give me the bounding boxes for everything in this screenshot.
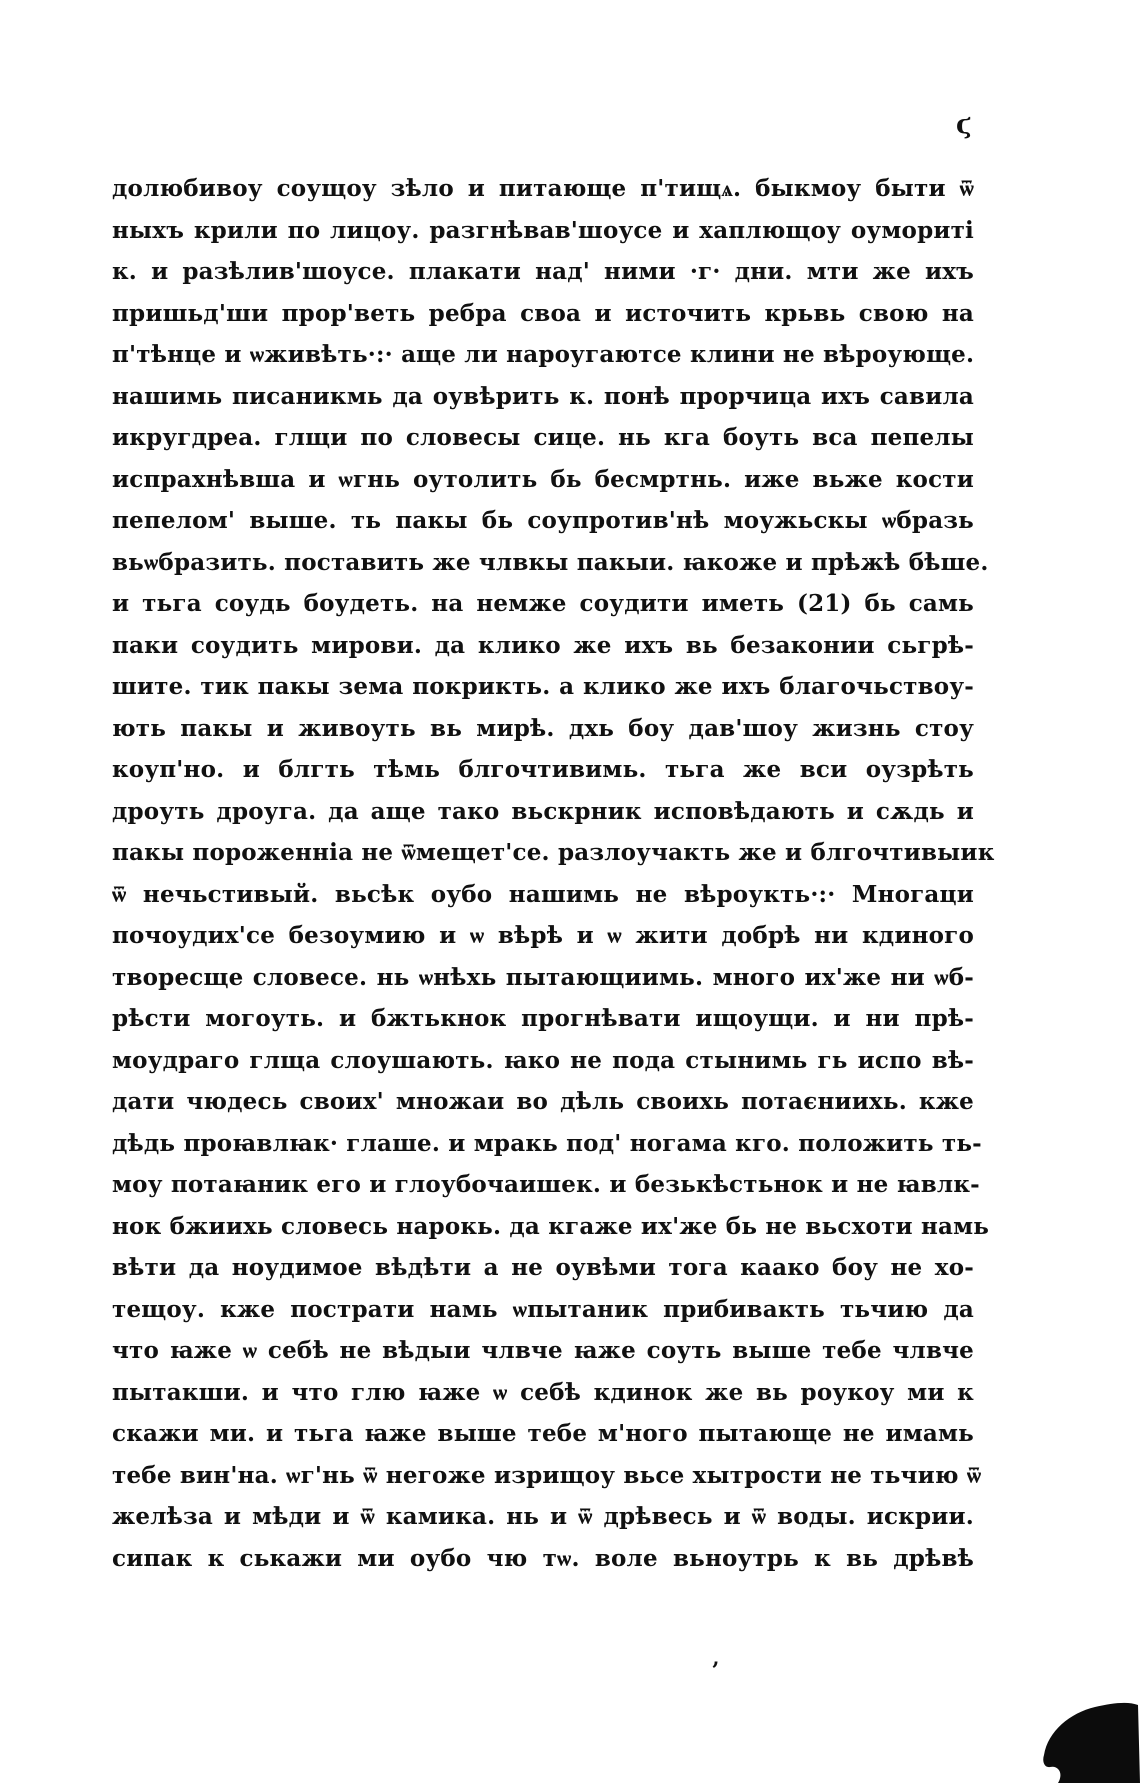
- text-line: вѣти да ноудимое вѣдѣти а не оувѣми тога каако боу не хо-: [112, 1254, 974, 1281]
- text-line: икругдреа. глщи по словесы сице. нь кга боуть вса пепелы: [112, 424, 974, 451]
- text-line: почоудих'се безоумию и ѡ вѣрѣ и ѡ жити добрѣ ни кдиного: [112, 922, 974, 949]
- text-line: ють пакы и живоуть вь мирѣ. дхь боу дав'шоу жизнь стоу: [112, 714, 974, 742]
- text-line: что ꙗже ѡ себѣ не вѣдыи члвче ꙗже соуть выше тебе члвче: [112, 1337, 974, 1364]
- text-line: творесще словесе. нь ѡнѣхь пытающиимь. много их'же ни ѡб-: [112, 963, 974, 991]
- text-line: шите. тик пакы зема покрикть. а клико же ихъ благочьствоу-: [112, 673, 974, 700]
- page-number: ϛ: [956, 110, 972, 140]
- text-line: желѣза и мѣди и ѿ камика. нь и ѿ дрѣвесь и ѿ воды. искрии.: [112, 1503, 974, 1530]
- text-line: моу потаꙗник его и глоубочаишек. и безькѣстьнок и не ꙗвлк-: [112, 1171, 980, 1198]
- text-line: пепелом' выше. ть пакы бь соупротив'нѣ моужьскы ѡбразь: [112, 507, 974, 534]
- text-line: сипак к ськажи ми оубо чю тѡ. воле вьноутрь к вь дрѣвѣ: [112, 1544, 974, 1572]
- text-line: ныхъ крили по лицоу. разгнѣвав'шоусе и хаплющоу оумориті: [112, 216, 974, 244]
- text-line: скажи ми. и тьга ꙗже выше тебе м'ного пытающе не имамь: [112, 1420, 974, 1447]
- text-line: нок бжиихь словесь нарокь. да кгаже их'же бь не вьсхоти намь: [112, 1212, 990, 1240]
- text-line: пришьд'ши прор'веть ребра своа и источить крьвь свою на: [112, 299, 974, 327]
- text-line: дѣдь проꙗвлꙗк· глаше. и мракь под' ногама кго. положить ть-: [112, 1129, 982, 1157]
- text-line: п'тѣнце и ѡживѣть·:· аще ли нароугаютсе клини не вѣроующе.: [112, 341, 975, 368]
- text-line: нашимь писаникмь да оувѣрить к. понѣ прорчица ихъ савила: [112, 382, 974, 410]
- text-line: тебе вин'на. ѡг'нь ѿ негоже изрищоу вьсе хытрости не тьчию ѿ: [112, 1461, 982, 1489]
- text-line: долюбивоу соущоу зѣло и питающе п'тищѧ. быкмоу быти ѿ: [112, 175, 974, 202]
- text-line: коуп'но. и блгть тѣмь блгочтивимь. тьга же вси оузрѣть: [112, 756, 974, 783]
- text-line: к. и разѣлив'шоусе. плакати над' ними ·г· дни. мти же ихъ: [112, 258, 974, 285]
- text-line: дати чюдесь своих' множаи во дѣль своихь потаєниихь. кже: [112, 1088, 974, 1115]
- text-line: паки соудить мирови. да клико же ихъ вь безаконии сьгрѣ-: [112, 631, 974, 659]
- document-body: [112, 168, 995, 1579]
- text-line: рѣсти могоуть. и бжтькнок прогнѣвати ищоущи. и ни прѣ-: [112, 1005, 974, 1032]
- text-line: пакы пороженніа не ѿмещет'се. разлоучакть же и блгочтивыик: [112, 839, 995, 866]
- text-line: вьѡбразить. поставить же члвкы пакыи. ꙗкоже и прѣжѣ бѣше.: [112, 548, 989, 576]
- text-line: тещоу. кже пострати намь ѡпытаник прибивакть тьчию да: [112, 1295, 974, 1323]
- text-line: испрахнѣвша и ѡгнь оутолить бь бесмртнь. иже вьже кости: [112, 465, 974, 493]
- text-line: моудраго глща слоушають. ꙗко не пода стынимь гь испо вѣ-: [112, 1046, 974, 1074]
- text-line: и тьга соудь боудеть. на немже соудити иметь (21) бь самь: [112, 590, 974, 617]
- text-line: пытакши. и что глю ꙗже ѡ себѣ кдинок же вь роукоу ми к: [112, 1378, 974, 1406]
- text-line: ѿ нечьстивый. вьсѣк оубо нашимь не вѣроукть·:· Многаци: [112, 880, 974, 908]
- text-line: дроуть дроуга. да аще тако вьскрник исповѣдають и сѫдь и: [112, 797, 974, 825]
- ink-blot: [1040, 1683, 1140, 1783]
- stray-mark: ‚: [712, 1645, 720, 1671]
